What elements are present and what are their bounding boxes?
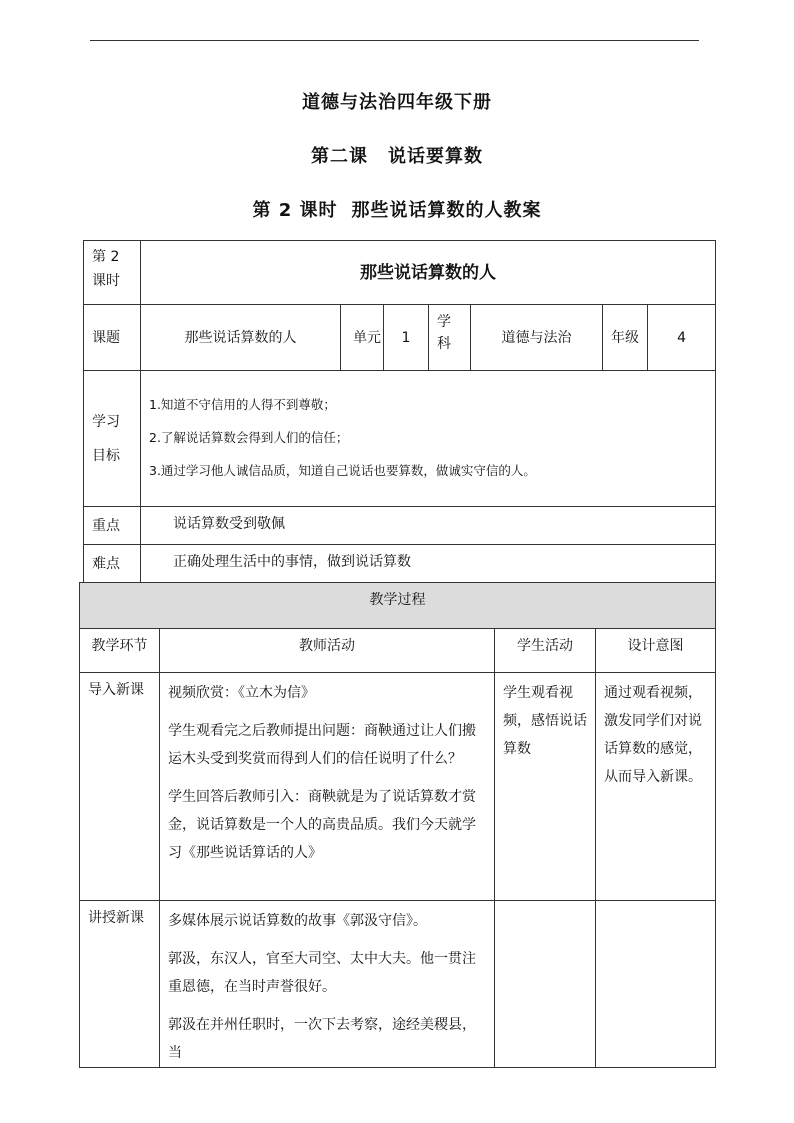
lesson-topic: 说话要算数 xyxy=(388,146,483,167)
lesson-number: 第二课 xyxy=(311,146,368,167)
subject-value: 道德与法治 xyxy=(471,305,603,371)
process-title: 教学过程 xyxy=(80,583,716,629)
teacher-paragraph: 郭汲在并州任职时，一次下去考察，途经美稷县，当 xyxy=(168,1017,476,1061)
header-teacher: 教师活动 xyxy=(160,629,495,673)
goal-item: 3.通过学习他人诚信品质，知道自己说话也要算数，做诚实守信的人。 xyxy=(149,463,536,478)
period-row xyxy=(84,241,716,305)
goal-item: 2.了解说话算数会得到人们的信任； xyxy=(149,430,349,445)
teacher-paragraph: 视频欣赏：《立木为信》 xyxy=(168,685,315,701)
teacher-paragraph: 学生观看完之后教师提出问题：商鞅通过让人们搬运木头受到奖赏而得到人们的信任说明了什么？ xyxy=(168,723,476,767)
period-label: 第 2 课时 xyxy=(84,241,141,305)
teacher-activity-cell xyxy=(160,901,495,1068)
table-row xyxy=(80,901,716,1068)
teaching-process-table xyxy=(79,582,716,1068)
goals-row xyxy=(84,371,716,507)
period-number: 第 2 课时 xyxy=(252,200,338,221)
lesson-heading xyxy=(0,142,794,168)
teacher-paragraph: 郭汲，东汉人，官至大司空、太中大夫。他一贯注重恩德，在当时声誉很好。 xyxy=(168,951,476,995)
design-intent-cell: 通过观看视频，激发同学们对说话算数的感觉，从而导入新课。 xyxy=(596,673,716,901)
process-header-row xyxy=(80,629,716,673)
grade-value: 4 xyxy=(648,305,716,371)
topic-value: 那些说话算数的人 xyxy=(141,305,341,371)
design-intent-cell xyxy=(596,901,716,1068)
difficulty-row xyxy=(84,545,716,583)
header-intent: 设计意图 xyxy=(596,629,716,673)
table-row xyxy=(80,673,716,901)
student-activity-cell xyxy=(495,901,596,1068)
difficulty-value: 正确处理生活中的事情，做到说话算数 xyxy=(141,545,716,583)
focus-row xyxy=(84,507,716,545)
teacher-paragraph: 多媒体展示说话算数的故事《郭汲守信》。 xyxy=(168,913,427,929)
stage-cell: 讲授新课 xyxy=(80,901,160,1068)
teacher-activity-cell xyxy=(160,673,495,901)
header-rule xyxy=(90,40,699,41)
topic-label: 课题 xyxy=(84,305,141,371)
process-title-row xyxy=(80,583,716,629)
period-topic: 那些说话算数的人教案 xyxy=(351,200,542,221)
period-heading xyxy=(0,196,794,222)
header-stage: 教学环节 xyxy=(80,629,160,673)
lesson-info-table xyxy=(83,240,716,583)
goals-label: 学习目标 xyxy=(84,371,141,507)
header-student: 学生活动 xyxy=(495,629,596,673)
goal-item: 1.知道不守信用的人得不到尊敬； xyxy=(149,397,336,412)
unit-label: 单元 xyxy=(341,305,384,371)
goals-list xyxy=(141,371,716,507)
student-activity-cell: 学生观看视频，感悟说话算数 xyxy=(495,673,596,901)
stage-cell: 导入新课 xyxy=(80,673,160,901)
period-title: 那些说话算数的人 xyxy=(141,241,716,305)
focus-label: 重点 xyxy=(84,507,141,545)
difficulty-label: 难点 xyxy=(84,545,141,583)
topic-row xyxy=(84,305,716,371)
document-title: 道德与法治四年级下册 xyxy=(302,92,492,113)
subject-label: 学科 xyxy=(429,305,471,371)
teacher-paragraph: 学生回答后教师引入：商鞅就是为了说话算数才赏金，说话算数是一个人的高贵品质。我们今天就学习《那些说话算话的人》 xyxy=(168,789,476,861)
grade-label: 年级 xyxy=(603,305,648,371)
focus-value: 说话算数受到敬佩 xyxy=(141,507,716,545)
unit-value: 1 xyxy=(384,305,429,371)
